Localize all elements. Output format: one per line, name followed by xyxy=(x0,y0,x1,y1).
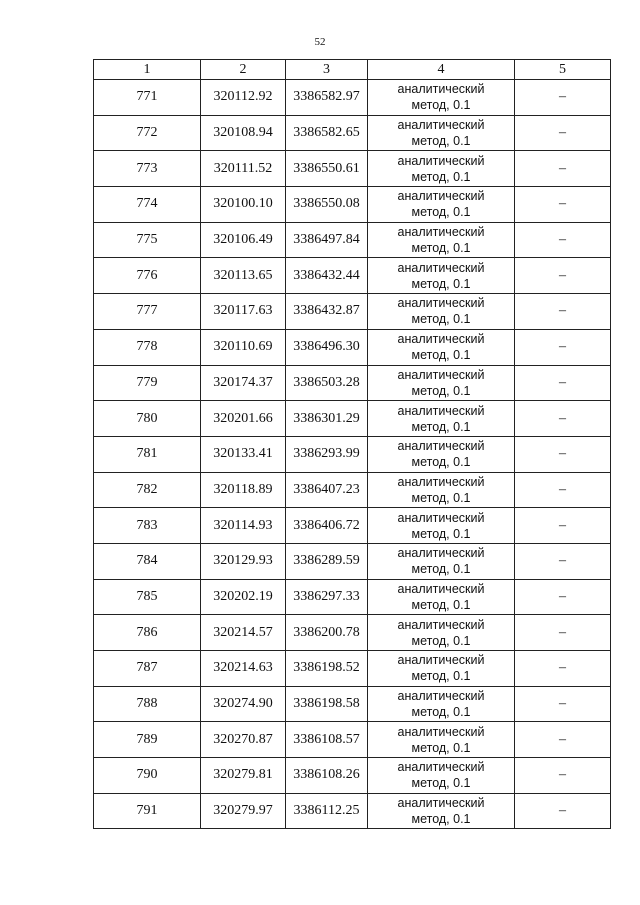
coordinate-y: 3386293.99 xyxy=(286,436,368,472)
page-number: 52 xyxy=(314,36,326,48)
coordinate-x: 320108.94 xyxy=(201,115,286,151)
point-number: 789 xyxy=(94,722,201,758)
method-line-2: метод, 0.1 xyxy=(411,705,471,720)
coordinate-y: 3386108.57 xyxy=(286,722,368,758)
method-line-1: аналитический xyxy=(397,724,485,739)
method-line-2: метод, 0.1 xyxy=(411,455,471,470)
method-line-1: аналитический xyxy=(397,82,485,97)
coordinate-y: 3386550.08 xyxy=(286,187,368,223)
column-header-4: 4 xyxy=(368,60,515,80)
coordinate-y: 3386108.26 xyxy=(286,758,368,794)
note-cell: – xyxy=(515,115,611,151)
table-row xyxy=(94,80,611,116)
point-number: 781 xyxy=(94,436,201,472)
method-line-1: аналитический xyxy=(397,796,485,811)
method-line-2: метод, 0.1 xyxy=(411,276,471,291)
method-line-1: аналитический xyxy=(397,546,485,561)
coordinate-x: 320112.92 xyxy=(201,80,286,116)
method-line-1: аналитический xyxy=(397,653,485,668)
table-row xyxy=(94,187,611,223)
coordinate-x: 320201.66 xyxy=(201,401,286,437)
table-row xyxy=(94,258,611,294)
note-cell: – xyxy=(515,151,611,187)
note-cell: – xyxy=(515,793,611,829)
coordinate-y: 3386200.78 xyxy=(286,615,368,651)
coordinate-x: 320100.10 xyxy=(201,187,286,223)
method-line-2: метод, 0.1 xyxy=(411,669,471,684)
note-cell: – xyxy=(515,651,611,687)
method-line-1: аналитический xyxy=(397,189,485,204)
method-line-1: аналитический xyxy=(397,510,485,525)
coordinate-y: 3386496.30 xyxy=(286,329,368,365)
method-cell xyxy=(368,222,515,258)
note-cell: – xyxy=(515,329,611,365)
table-row xyxy=(94,329,611,365)
method-line-2: метод, 0.1 xyxy=(411,419,471,434)
method-line-2: метод, 0.1 xyxy=(411,740,471,755)
coordinate-x: 320270.87 xyxy=(201,722,286,758)
method-cell xyxy=(368,80,515,116)
point-number: 779 xyxy=(94,365,201,401)
column-header-2: 2 xyxy=(201,60,286,80)
note-cell: – xyxy=(515,543,611,579)
method-cell xyxy=(368,294,515,330)
method-cell xyxy=(368,508,515,544)
method-line-1: аналитический xyxy=(397,225,485,240)
note-cell: – xyxy=(515,472,611,508)
coordinate-y: 3386432.44 xyxy=(286,258,368,294)
method-cell xyxy=(368,543,515,579)
table-row xyxy=(94,222,611,258)
coordinate-y: 3386503.28 xyxy=(286,365,368,401)
coordinate-y: 3386301.29 xyxy=(286,401,368,437)
point-number: 777 xyxy=(94,294,201,330)
table-row xyxy=(94,365,611,401)
coordinate-x: 320118.89 xyxy=(201,472,286,508)
method-line-1: аналитический xyxy=(397,153,485,168)
note-cell: – xyxy=(515,579,611,615)
method-cell xyxy=(368,651,515,687)
method-cell xyxy=(368,151,515,187)
method-line-1: аналитический xyxy=(397,439,485,454)
method-line-2: метод, 0.1 xyxy=(411,812,471,827)
table-row xyxy=(94,294,611,330)
coordinate-x: 320214.63 xyxy=(201,651,286,687)
coordinate-x: 320129.93 xyxy=(201,543,286,579)
point-number: 786 xyxy=(94,615,201,651)
method-cell xyxy=(368,758,515,794)
point-number: 778 xyxy=(94,329,201,365)
method-line-2: метод, 0.1 xyxy=(411,526,471,541)
method-cell xyxy=(368,686,515,722)
coordinate-x: 320202.19 xyxy=(201,579,286,615)
method-cell xyxy=(368,579,515,615)
table-row xyxy=(94,472,611,508)
method-line-2: метод, 0.1 xyxy=(411,776,471,791)
note-cell: – xyxy=(515,222,611,258)
note-cell: – xyxy=(515,615,611,651)
point-number: 776 xyxy=(94,258,201,294)
note-cell: – xyxy=(515,686,611,722)
method-line-1: аналитический xyxy=(397,760,485,775)
note-cell: – xyxy=(515,365,611,401)
point-number: 775 xyxy=(94,222,201,258)
coordinate-x: 320114.93 xyxy=(201,508,286,544)
point-number: 784 xyxy=(94,543,201,579)
point-number: 785 xyxy=(94,579,201,615)
method-cell xyxy=(368,436,515,472)
coordinate-x: 320113.65 xyxy=(201,258,286,294)
coordinate-y: 3386198.52 xyxy=(286,651,368,687)
point-number: 771 xyxy=(94,80,201,116)
method-cell xyxy=(368,722,515,758)
note-cell: – xyxy=(515,436,611,472)
note-cell: – xyxy=(515,508,611,544)
coordinate-y: 3386297.33 xyxy=(286,579,368,615)
table-row xyxy=(94,579,611,615)
method-line-1: аналитический xyxy=(397,403,485,418)
note-cell: – xyxy=(515,80,611,116)
method-cell xyxy=(368,615,515,651)
coordinate-x: 320133.41 xyxy=(201,436,286,472)
method-line-1: аналитический xyxy=(397,260,485,275)
method-line-1: аналитический xyxy=(397,617,485,632)
coordinate-x: 320279.81 xyxy=(201,758,286,794)
column-header-5: 5 xyxy=(515,60,611,80)
method-cell xyxy=(368,793,515,829)
column-header-1: 1 xyxy=(94,60,201,80)
method-cell xyxy=(368,258,515,294)
method-line-1: аналитический xyxy=(397,474,485,489)
coordinate-x: 320214.57 xyxy=(201,615,286,651)
method-cell xyxy=(368,115,515,151)
table-row xyxy=(94,115,611,151)
table-header xyxy=(94,60,611,80)
note-cell: – xyxy=(515,294,611,330)
coordinate-y: 3386432.87 xyxy=(286,294,368,330)
column-header-3: 3 xyxy=(286,60,368,80)
coordinates-table xyxy=(93,59,611,829)
coordinate-x: 320174.37 xyxy=(201,365,286,401)
table-row xyxy=(94,508,611,544)
coordinate-y: 3386289.59 xyxy=(286,543,368,579)
coordinate-y: 3386497.84 xyxy=(286,222,368,258)
coordinate-x: 320106.49 xyxy=(201,222,286,258)
point-number: 787 xyxy=(94,651,201,687)
coordinate-y: 3386407.23 xyxy=(286,472,368,508)
method-line-2: метод, 0.1 xyxy=(411,633,471,648)
method-line-1: аналитический xyxy=(397,332,485,347)
method-line-1: аналитический xyxy=(397,581,485,596)
method-line-2: метод, 0.1 xyxy=(411,490,471,505)
method-cell xyxy=(368,187,515,223)
point-number: 773 xyxy=(94,151,201,187)
method-line-2: метод, 0.1 xyxy=(411,348,471,363)
table-row xyxy=(94,686,611,722)
point-number: 772 xyxy=(94,115,201,151)
method-line-2: метод, 0.1 xyxy=(411,562,471,577)
coordinate-x: 320274.90 xyxy=(201,686,286,722)
coordinate-y: 3386406.72 xyxy=(286,508,368,544)
note-cell: – xyxy=(515,758,611,794)
method-line-1: аналитический xyxy=(397,296,485,311)
coordinate-x: 320117.63 xyxy=(201,294,286,330)
note-cell: – xyxy=(515,258,611,294)
coordinate-x: 320110.69 xyxy=(201,329,286,365)
method-line-1: аналитический xyxy=(397,367,485,382)
coordinate-y: 3386550.61 xyxy=(286,151,368,187)
coordinate-x: 320279.97 xyxy=(201,793,286,829)
method-line-2: метод, 0.1 xyxy=(411,98,471,113)
point-number: 790 xyxy=(94,758,201,794)
method-line-2: метод, 0.1 xyxy=(411,169,471,184)
method-cell xyxy=(368,472,515,508)
table-row xyxy=(94,543,611,579)
point-number: 780 xyxy=(94,401,201,437)
method-line-1: аналитический xyxy=(397,118,485,133)
table-row xyxy=(94,651,611,687)
point-number: 788 xyxy=(94,686,201,722)
method-line-2: метод, 0.1 xyxy=(411,597,471,612)
table-row xyxy=(94,615,611,651)
table-row xyxy=(94,758,611,794)
method-line-2: метод, 0.1 xyxy=(411,241,471,256)
coordinate-y: 3386582.65 xyxy=(286,115,368,151)
table-body xyxy=(94,80,611,829)
table-row xyxy=(94,793,611,829)
point-number: 782 xyxy=(94,472,201,508)
method-line-2: метод, 0.1 xyxy=(411,134,471,149)
table-row xyxy=(94,151,611,187)
method-line-2: метод, 0.1 xyxy=(411,383,471,398)
table-row xyxy=(94,436,611,472)
note-cell: – xyxy=(515,401,611,437)
method-cell xyxy=(368,365,515,401)
method-line-1: аналитический xyxy=(397,689,485,704)
method-cell xyxy=(368,329,515,365)
coordinate-y: 3386198.58 xyxy=(286,686,368,722)
note-cell: – xyxy=(515,187,611,223)
table-row xyxy=(94,401,611,437)
coordinate-x: 320111.52 xyxy=(201,151,286,187)
table-row xyxy=(94,722,611,758)
point-number: 774 xyxy=(94,187,201,223)
coordinate-y: 3386112.25 xyxy=(286,793,368,829)
note-cell: – xyxy=(515,722,611,758)
method-line-2: метод, 0.1 xyxy=(411,205,471,220)
header-row xyxy=(94,60,611,80)
method-cell xyxy=(368,401,515,437)
method-line-2: метод, 0.1 xyxy=(411,312,471,327)
coordinate-y: 3386582.97 xyxy=(286,80,368,116)
point-number: 791 xyxy=(94,793,201,829)
point-number: 783 xyxy=(94,508,201,544)
